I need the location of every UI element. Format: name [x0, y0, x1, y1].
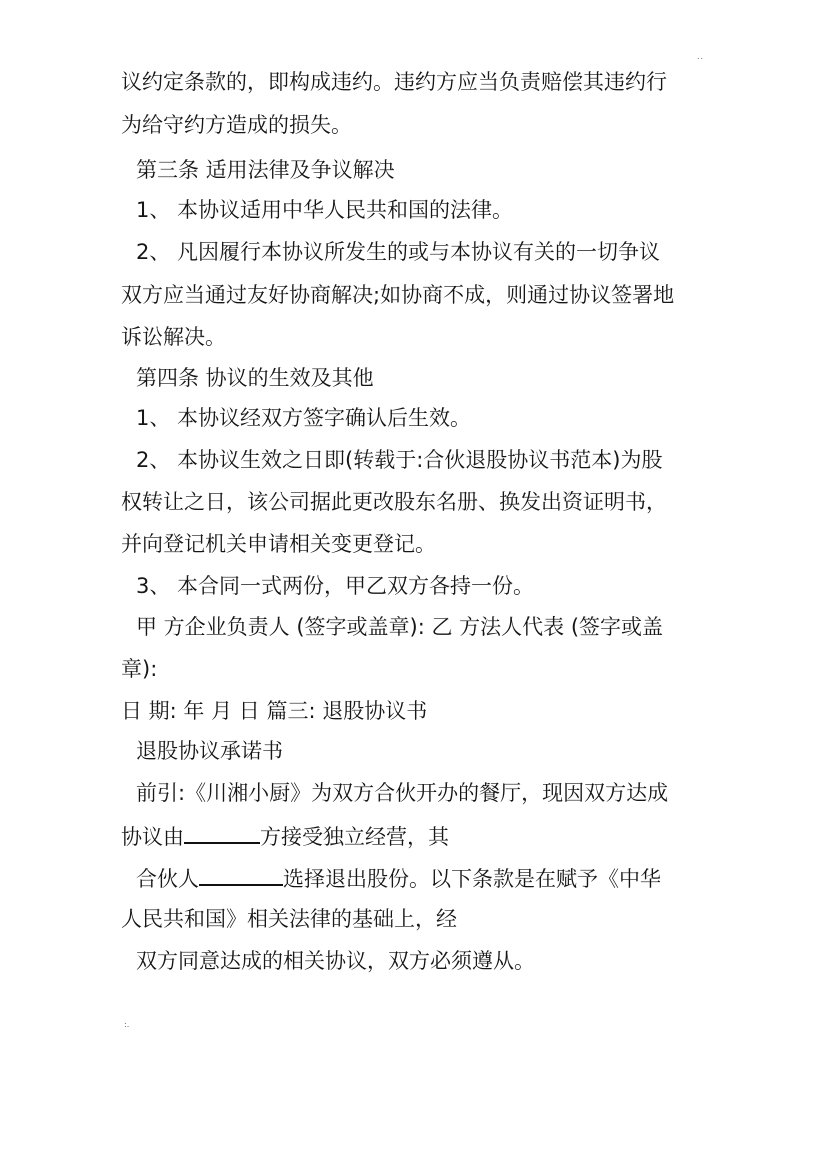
- fill-in-blank[interactable]: [199, 862, 283, 886]
- text-line: 章):: [121, 657, 158, 681]
- text-line: 为给守约方造成的损失。: [121, 113, 352, 137]
- footer-mark: :.: [124, 1020, 130, 1029]
- text-line: 2、 凡因履行本协议所发生的或与本协议有关的一切争议: [136, 240, 661, 264]
- text-line: 日 期: 年 月 日 篇三: 退股协议书: [121, 699, 428, 723]
- text-line: 双方应当通过友好协商解决;如协商不成，则通过协议签署地: [121, 283, 675, 307]
- text-line: 并向登记机关申请相关变更登记。: [121, 532, 436, 556]
- text-line: 人民共和国》相关法律的基础上，经: [121, 907, 457, 931]
- text-line: 第四条 协议的生效及其他: [136, 366, 374, 390]
- text-line: 1、 本协议适用中华人民共和国的法律。: [136, 198, 514, 222]
- text-line: 退股协议承诺书: [136, 739, 283, 763]
- fill-in-blank[interactable]: [184, 820, 260, 844]
- text-segment: 选择退出股份。以下条款是在赋予《中华: [283, 867, 661, 891]
- blank-line-operator: [121, 820, 449, 852]
- header-mark: ..: [697, 52, 705, 61]
- text-line: 诉讼解决。: [121, 325, 226, 349]
- text-line: 2、 本协议生效之日即(转载于:合伙退股协议书范本)为股: [136, 448, 663, 472]
- text-segment: 方接受独立经营，其: [260, 825, 449, 849]
- blank-line-partner: [136, 862, 661, 894]
- text-line: 甲 方企业负责人 (签字或盖章): 乙 方法人代表 (签字或盖: [136, 615, 664, 639]
- text-line: 权转让之日，该公司据此更改股东名册、换发出资证明书，: [121, 490, 667, 514]
- text-line: 第三条 适用法律及争议解决: [136, 158, 395, 182]
- text-segment: 协议由: [121, 825, 184, 849]
- text-line: 双方同意达成的相关协议，双方必须遵从。: [136, 949, 535, 973]
- text-line: 3、 本合同一式两份，甲乙双方各持一份。: [136, 574, 535, 598]
- text-line: 议约定条款的，即构成违约。违约方应当负责赔偿其违约行: [121, 70, 667, 94]
- text-line: 1、 本协议经双方签字确认后生效。: [136, 406, 472, 430]
- text-segment: 合伙人: [136, 867, 199, 891]
- text-line: 前引:《川湘小厨》为双方合伙开办的餐厅，现因双方达成: [136, 781, 669, 805]
